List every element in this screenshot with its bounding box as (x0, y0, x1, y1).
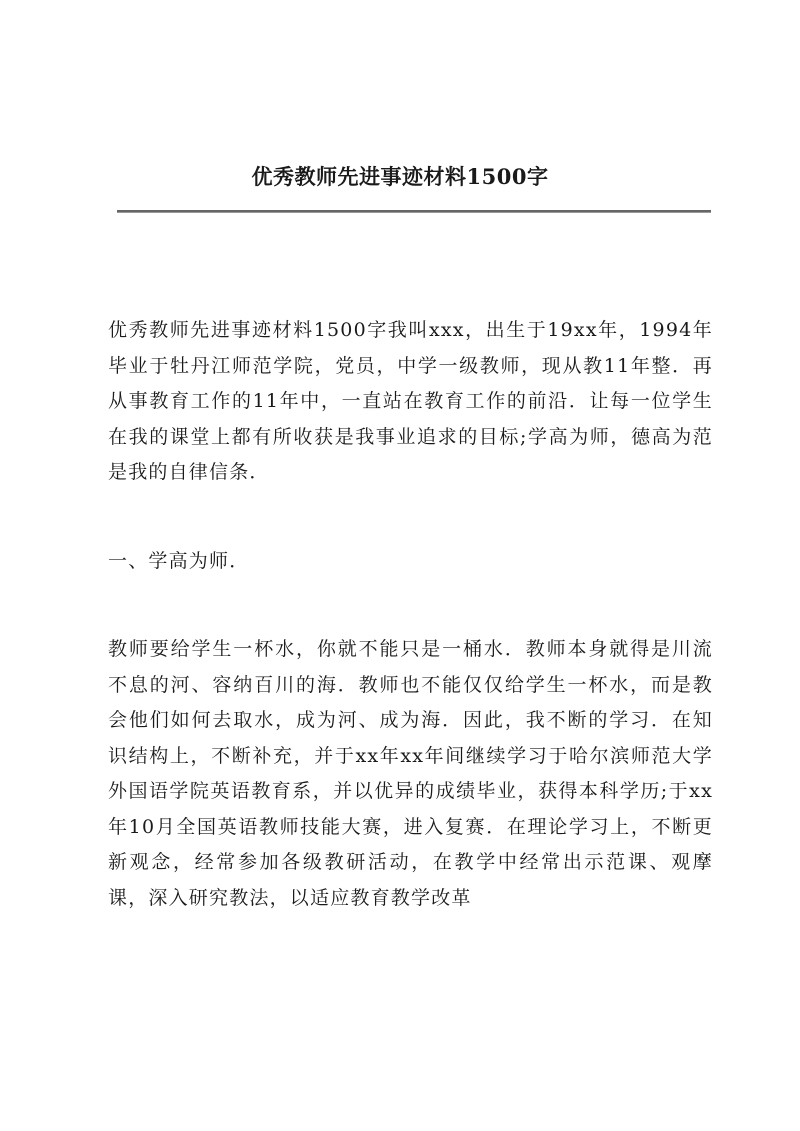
title-divider (117, 210, 711, 213)
body-paragraph: 教师要给学生一杯水，你就不能只是一桶水．教师本身就得是川流不息的河、容纳百川的海．教师也不能仅仅给学生一杯水，而是教会他们如何去取水，成为河、成为海．因此，我不断的学习．在知识结构上，不断补充，并于xx年xx年间继续学习于哈尔滨师范大学外国语学院英语教育系，并以优异的成绩毕业，获得本科学历;于xx年10月全国英语教师技能大赛，进入复赛．在理论学习上，不断更新观念，经常参加各级教研活动，在教学中经常出示范课、观摩课，深入研究教法，以适应教育教学改革 (108, 638, 713, 909)
document-body (108, 313, 713, 916)
document-title: 优秀教师先进事迹材料1500字 (251, 164, 549, 189)
intro-paragraph: 优秀教师先进事迹材料1500字我叫xxx，出生于19xx年，1994年毕业于牡丹江师范学院，党员，中学一级教师，现从教11年整．再从事教育工作的11年中，一直站在教育工作的前沿．让每一位学生在我的课堂上都有所收获是我事业追求的目标;学高为师，德高为范是我的自律信条． (108, 319, 713, 483)
section-heading: 一、学高为师． (108, 549, 250, 572)
